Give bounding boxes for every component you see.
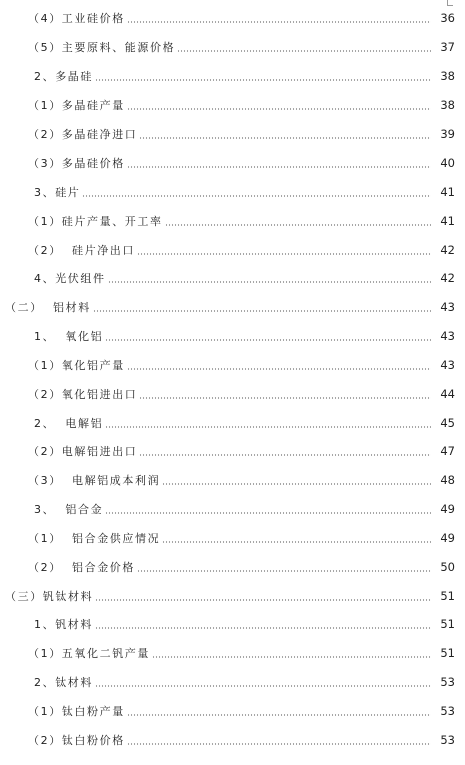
toc-entry-title: 3、 铝合金 [34,503,104,516]
toc-entry-title: （5）主要原料、能源价格 [28,41,176,54]
toc-leader-dots [165,224,431,226]
toc-leader-dots [127,714,431,716]
toc-entry[interactable] [0,269,465,287]
toc-leader-dots [137,570,431,572]
toc-entry-title: （三）钒钛材料 [5,590,94,603]
toc-entry-title: （2）钛白粉价格 [28,734,125,747]
toc-entry[interactable] [0,212,465,230]
toc-entry-title: （1）五氧化二钒产量 [28,647,150,660]
toc-entry-title: 1、钒材料 [34,618,93,631]
toc-leader-dots [127,743,431,745]
toc-entry[interactable] [0,615,465,633]
toc-entry[interactable] [0,298,465,316]
toc-leader-dots [127,166,431,168]
page-corner-mark [447,0,448,6]
toc-entry-title: （2）电解铝进出口 [28,445,138,458]
toc-entry-page: 51 [440,646,455,660]
toc-entry-title: （1）钛白粉产量 [28,705,125,718]
toc-leader-dots [93,310,431,312]
toc-entry[interactable] [0,731,465,749]
toc-entry-page: 50 [440,560,455,574]
toc-entry-title: （1）多晶硅产量 [28,99,125,112]
toc-entry-title: （1） 铝合金供应情况 [28,532,161,545]
toc-leader-dots [139,137,431,139]
toc-entry-title: （二） 铝材料 [5,301,91,314]
toc-leader-dots [137,253,431,255]
toc-entry[interactable] [0,385,465,403]
toc-entry-page: 49 [440,502,455,516]
toc-leader-dots [108,281,431,283]
toc-entry-title: 2、多晶硅 [34,70,93,83]
toc-entry[interactable] [0,241,465,259]
toc-entry-page: 49 [440,531,455,545]
toc-entry-title: （2）氧化铝进出口 [28,388,138,401]
toc-entry-page: 43 [440,358,455,372]
toc-entry[interactable] [0,125,465,143]
toc-leader-dots [82,195,431,197]
toc-entry-page: 38 [440,69,455,83]
toc-entry[interactable] [0,529,465,547]
toc-entry[interactable] [0,702,465,720]
toc-entry[interactable] [0,442,465,460]
toc-entry[interactable] [0,558,465,576]
toc-leader-dots [139,397,431,399]
toc-entry-title: 3、硅片 [34,186,81,199]
toc-entry-page: 48 [440,473,455,487]
toc-leader-dots [105,512,431,514]
toc-entry[interactable] [0,96,465,114]
toc-entry-title: 2、 电解铝 [34,417,104,430]
toc-entry-title: （3） 电解铝成本利润 [28,474,161,487]
toc-entry-page: 43 [440,300,455,314]
toc-entry-page: 43 [440,329,455,343]
toc-entry-title: 2、钛材料 [34,676,93,689]
toc-entry-page: 36 [440,11,455,25]
toc-entry-page: 40 [440,156,455,170]
toc-entry[interactable] [0,471,465,489]
toc-leader-dots [95,79,431,81]
toc-entry-page: 37 [440,40,455,54]
toc-leader-dots [162,483,431,485]
toc-entry[interactable] [0,414,465,432]
toc-entry-title: （1）硅片产量、开工率 [28,215,163,228]
toc-entry-page: 51 [440,617,455,631]
toc-entry-title: （2）多晶硅净进口 [28,128,138,141]
toc-entry[interactable] [0,183,465,201]
toc-entry-page: 42 [440,271,455,285]
toc-leader-dots [139,454,431,456]
toc-leader-dots [105,426,431,428]
toc-leader-dots [152,656,431,658]
toc-entry-title: （3）多晶硅价格 [28,157,125,170]
toc-entry-title: 4、光伏组件 [34,272,106,285]
toc-entry-title: （2） 铝合金价格 [28,561,135,574]
toc-entry-page: 39 [440,127,455,141]
toc-leader-dots [127,21,431,23]
toc-leader-dots [95,685,431,687]
toc-leader-dots [105,339,431,341]
toc-entry-page: 53 [440,733,455,747]
toc-entry-page: 53 [440,675,455,689]
toc-entry-title: （4）工业硅价格 [28,12,125,25]
toc-entry-page: 53 [440,704,455,718]
toc-leader-dots [127,108,431,110]
toc-leader-dots [127,368,431,370]
toc-entry[interactable] [0,587,465,605]
toc-entry-page: 47 [440,444,455,458]
toc-leader-dots [95,627,431,629]
toc-entry-page: 51 [440,589,455,603]
toc-entry[interactable] [0,356,465,374]
toc-entry-page: 45 [440,416,455,430]
toc-entry-page: 42 [440,243,455,257]
toc-entry-page: 44 [440,387,455,401]
toc-leader-dots [162,541,431,543]
toc-entry[interactable] [0,38,465,56]
toc-entry[interactable] [0,500,465,518]
toc-entry[interactable] [0,67,465,85]
toc-entry-title: （2） 硅片净出口 [28,244,135,257]
toc-leader-dots [177,50,431,52]
toc-entry[interactable] [0,673,465,691]
toc-leader-dots [95,599,431,601]
toc-entry-page: 38 [440,98,455,112]
toc-entry-page: 41 [440,214,455,228]
toc-entry[interactable] [0,154,465,172]
toc-entry-page: 41 [440,185,455,199]
toc-entry-title: （1）氧化铝产量 [28,359,125,372]
toc-entry[interactable] [0,9,465,27]
toc-entry[interactable] [0,327,465,345]
toc-entry[interactable] [0,644,465,662]
toc-entry-title: 1、 氧化铝 [34,330,104,343]
